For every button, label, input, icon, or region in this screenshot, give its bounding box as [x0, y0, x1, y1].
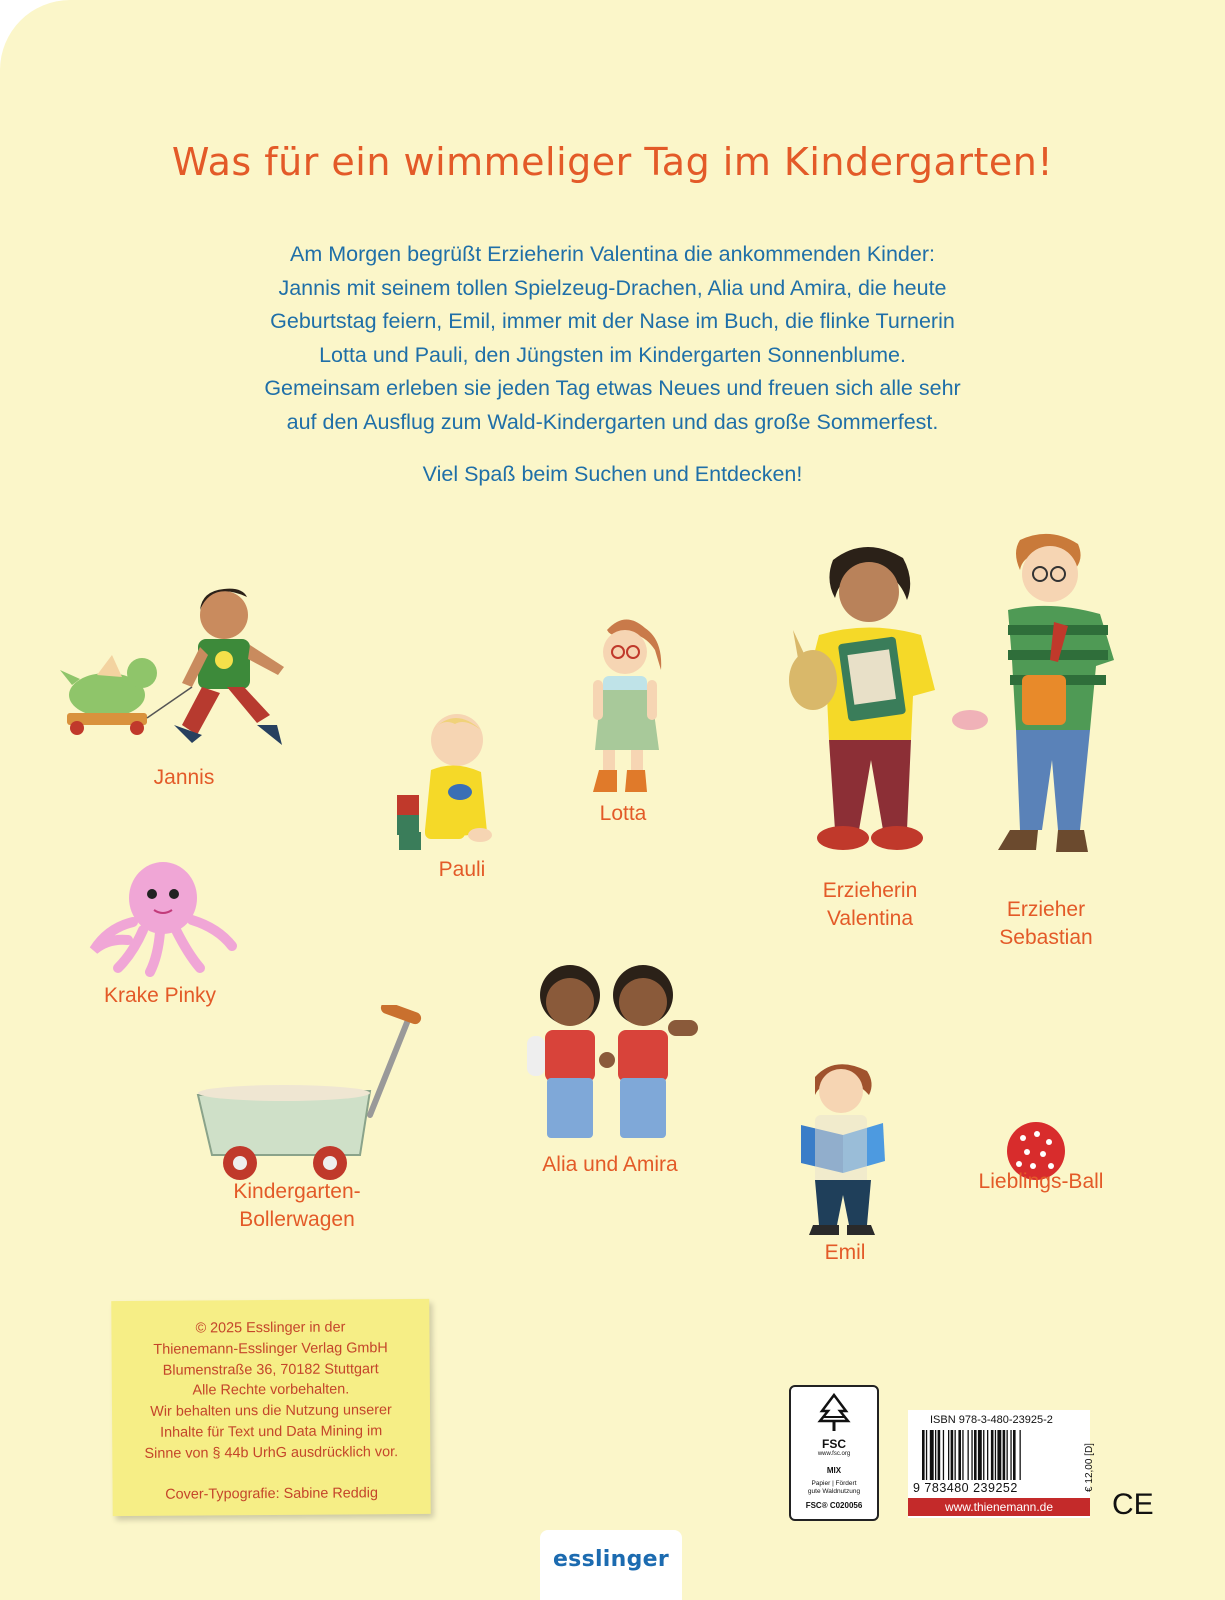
lotta-label: Lotta — [599, 802, 647, 825]
barcode-bar — [974, 1430, 977, 1480]
pauli-label: Pauli — [438, 858, 486, 881]
intro-line: Am Morgen begrüßt Erzieherin Valentina die ankommenden Kinder: — [290, 242, 935, 266]
website-link[interactable]: www.thienemann.de — [908, 1498, 1090, 1516]
barcode-bar — [991, 1430, 994, 1480]
valentina-illustration — [785, 540, 955, 870]
imprint-line: Blumenstraße 36, 70182 Stuttgart — [162, 1360, 379, 1379]
wagon-label: Kindergarten- Bollerwagen — [233, 1180, 361, 1231]
intro-line: Lotta und Pauli, den Jüngsten im Kindergarten Sonnenblume. — [319, 342, 906, 367]
twins-label: Alia und Amira — [542, 1153, 678, 1176]
fsc-desc: Papier | Fördert gute Waldnutzung — [807, 1480, 861, 1495]
jannis-label: Jannis — [153, 766, 215, 789]
fsc-logo — [789, 1385, 879, 1521]
intro-line: Gemeinsam erleben sie jeden Tag etwas Neues und freuen sich alle sehr — [264, 376, 961, 400]
publisher-name: esslinger — [552, 1547, 670, 1572]
barcode-bar — [968, 1430, 969, 1480]
emil-illustration — [795, 1055, 895, 1250]
fsc-brand: FSC — [822, 1437, 846, 1451]
lotta-illustration — [585, 610, 675, 800]
headline: Was für ein wimmeliger Tag im Kindergarten! — [171, 140, 1054, 184]
price-text: € 12,00 [D] — [1083, 1443, 1095, 1492]
barcode-bar — [958, 1430, 961, 1480]
barcode-bar — [1007, 1430, 1008, 1480]
isbn-text: ISBN 978-3-480-23925-2 — [930, 1414, 1053, 1426]
barcode-digits: 9 783480 239252 — [913, 1481, 1018, 1495]
barcode-bar — [951, 1430, 954, 1480]
imprint-lines — [111, 1317, 430, 1465]
barcode-bar — [943, 1430, 944, 1480]
publisher-logo — [540, 1530, 682, 1600]
imprint-line: Inhalte für Text und Data Mining im — [160, 1423, 383, 1441]
fsc-code: FSC® C020056 — [805, 1501, 863, 1510]
barcode-bar — [938, 1430, 941, 1480]
barcode-bar — [987, 1430, 988, 1480]
barcode-bar — [978, 1430, 982, 1480]
imprint-line: Alle Rechte vorbehalten. — [192, 1381, 350, 1399]
intro-line: Geburtstag feiern, Emil, immer mit der Nase im Buch, die flinke Turnerin — [270, 309, 955, 333]
imprint-credit: Cover-Typografie: Sabine Reddig — [165, 1485, 379, 1503]
barcode-bar — [1020, 1430, 1021, 1480]
pinky-label: Krake Pinky — [103, 984, 217, 1007]
barcode-bars — [922, 1430, 1052, 1480]
intro-text — [220, 238, 1005, 439]
pinky-illustration — [88, 858, 238, 978]
barcode-bar — [1003, 1430, 1006, 1480]
ce-mark: CE — [1112, 1488, 1154, 1521]
intro-line: auf den Ausflug zum Wald-Kindergarten und das große Sommerfest. — [286, 409, 939, 434]
valentina-label: Erzieherin Valentina — [822, 879, 918, 930]
imprint-line: © 2025 Esslinger in der — [195, 1319, 346, 1337]
intro-line: Jannis mit seinem tollen Spielzeug-Drachen, Alia und Amira, die heute — [278, 275, 947, 300]
barcode-bar — [1013, 1430, 1016, 1480]
ball-label: Lieblings-Ball — [978, 1170, 1104, 1193]
barcode-bar — [1010, 1430, 1011, 1480]
barcode-bar — [962, 1430, 963, 1480]
fsc-tree-icon — [816, 1393, 852, 1433]
imprint-line: Thienemann-Esslinger Verlag GmbH — [153, 1339, 388, 1358]
barcode-bar — [983, 1430, 984, 1480]
barcode-bar — [955, 1430, 956, 1480]
sebastian-illustration — [950, 530, 1130, 890]
barcode-bar — [935, 1430, 936, 1480]
barcode-bar — [930, 1430, 934, 1480]
wagon-illustration — [190, 1005, 430, 1195]
barcode-bar — [926, 1430, 927, 1480]
imprint-line: Sinne von § 44b UrhG ausdrücklich vor. — [144, 1443, 399, 1462]
imprint-line: Wir behalten uns die Nutzung unserer — [150, 1402, 392, 1421]
barcode-bar — [948, 1430, 949, 1480]
imprint-note — [111, 1299, 430, 1516]
fsc-mix: MIX — [826, 1466, 842, 1475]
barcode-bar — [995, 1430, 996, 1480]
isbn-barcode — [908, 1410, 1095, 1518]
barcode-bar — [971, 1430, 972, 1480]
pauli-illustration — [395, 700, 500, 850]
closing-text: Viel Spaß beim Suchen und Entdecken! — [422, 462, 803, 486]
fsc-url: www.fsc.org — [817, 1451, 851, 1457]
barcode-bar — [997, 1430, 1001, 1480]
jannis-illustration — [52, 575, 297, 760]
sebastian-label: Erzieher Sebastian — [999, 898, 1093, 949]
twins-illustration — [515, 960, 705, 1145]
emil-label: Emil — [824, 1241, 866, 1264]
barcode-bar — [922, 1430, 925, 1480]
